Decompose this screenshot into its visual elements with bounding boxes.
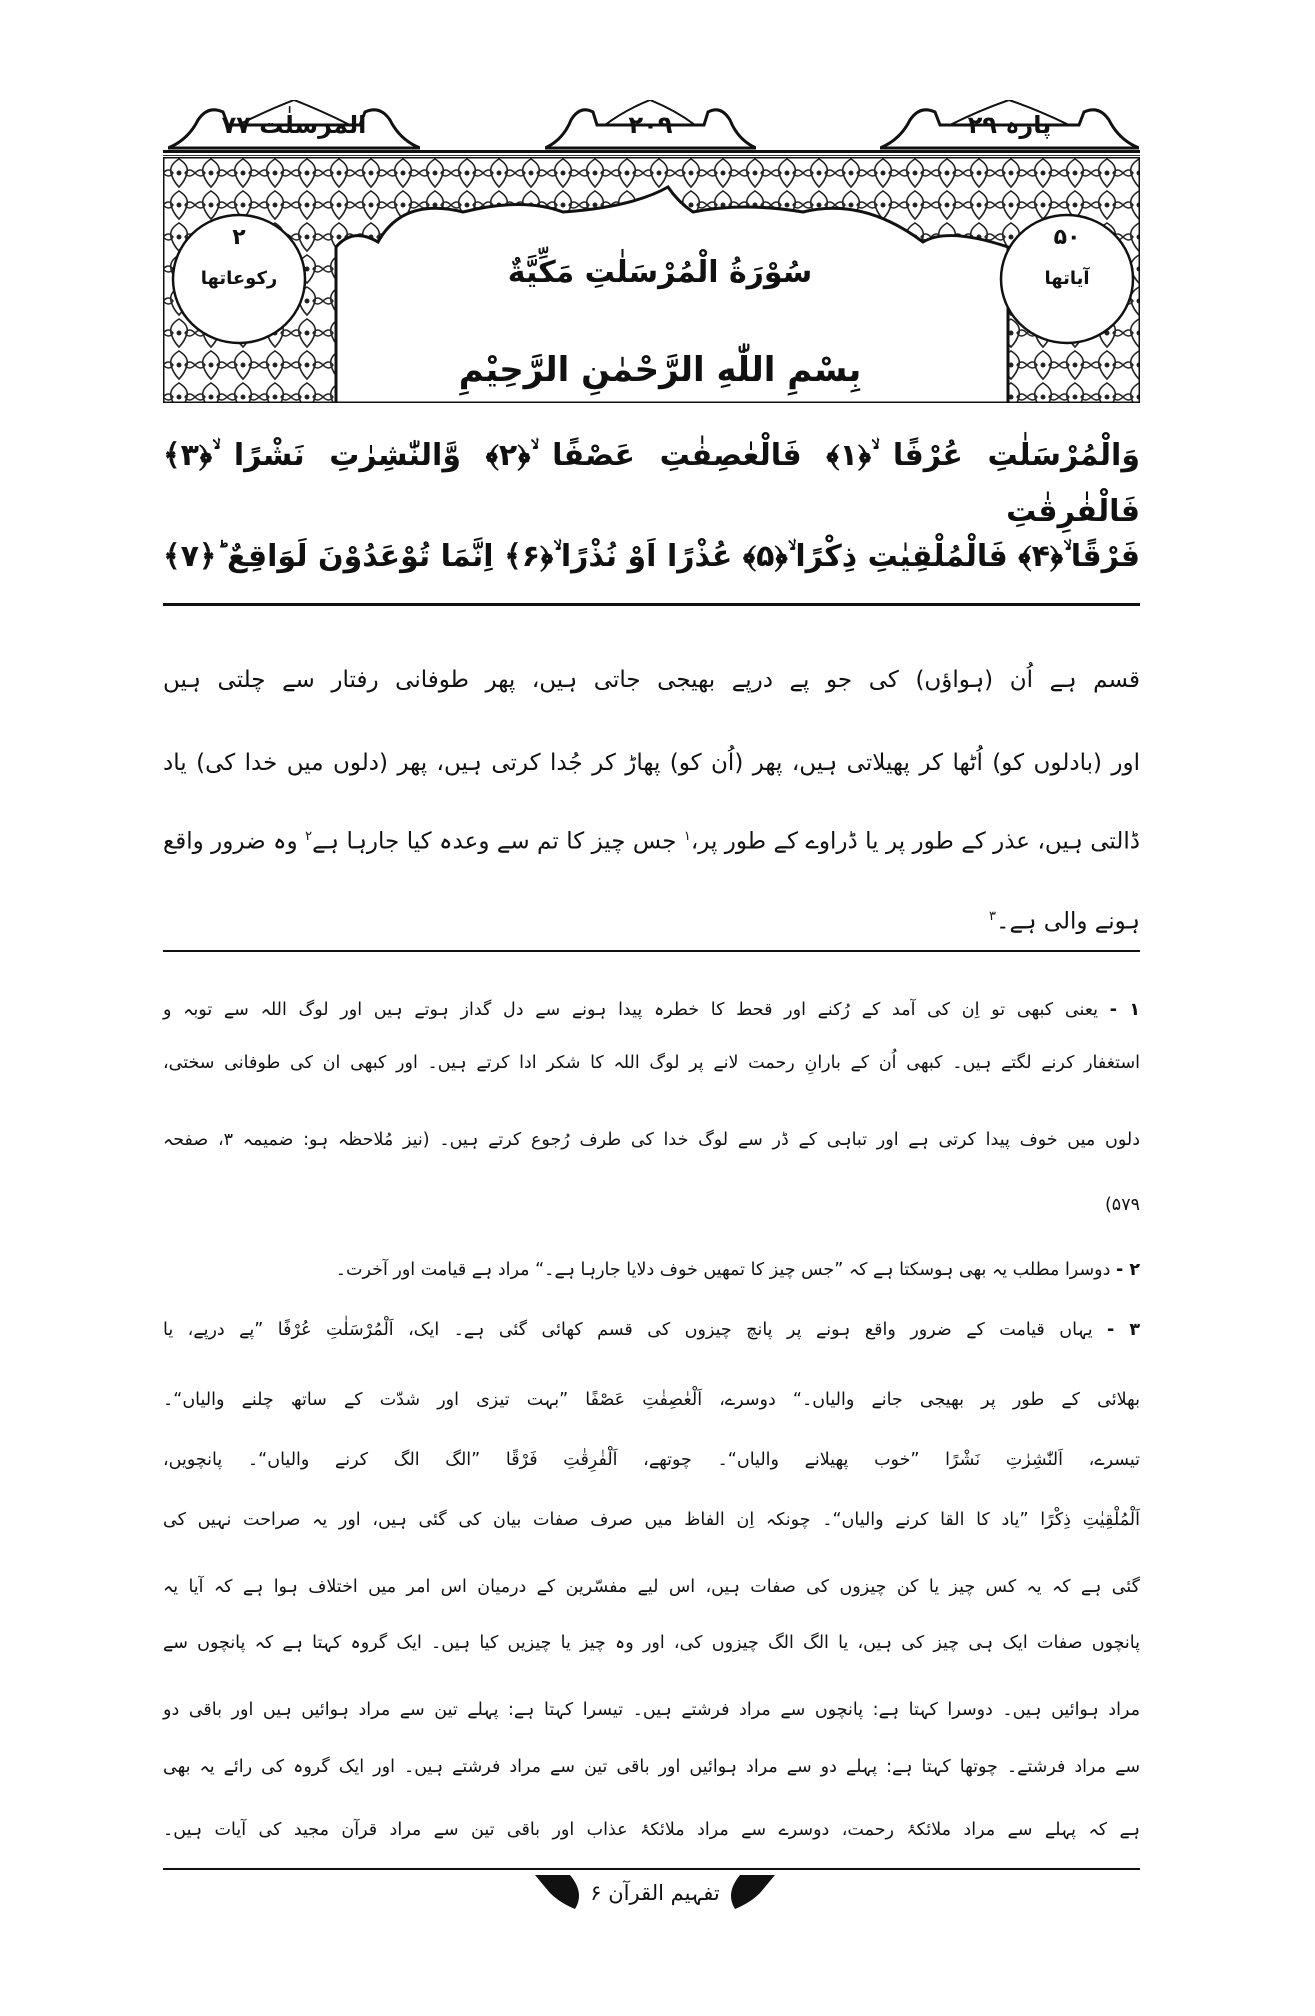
bismillah: بِسْمِ اللّٰهِ الرَّحْمٰنِ الرَّحِيْمِ (458, 350, 862, 390)
footnote-line: ہے کہ پہلے سے مراد ملائکۂ رحمت، دوسرے سے مراد ملائکۂ عذاب اور باقی تین سے مراد قرآن مجید کی آیات ہیں۔ (163, 1820, 1140, 1840)
footnote-marker[interactable]: ۱ (683, 829, 691, 844)
footnote-text: یہاں قیامت کے ضرور واقع ہونے پر پانچ چیزوں کی قسم کھائی گئی ہے۔ ایک، اَلْمُرْسَلٰتِ عُرْفًا ”پے درپے، یا (163, 1320, 1093, 1340)
ayat-count: ۵۰ (1053, 225, 1081, 250)
footnote-marker[interactable]: ۳ (989, 909, 997, 924)
footnote-line: استغفار کرنے لگتے ہیں۔ کبھی اُن کے بارانِ رحمت لانے پر لوگ اللہ کا شکر ادا کرتے ہیں۔ اور کبھی ان کی طوفانی سختی، (163, 1053, 1140, 1073)
footnote-line: سے مراد فرشتے۔ چوتھا کہتا ہے: پہلے دو سے مراد ہوائیں اور باقی تین سے مراد فرشتے ہیں۔ اور ایک گروہ کی رائے یہ بھی (163, 1757, 1140, 1777)
footnote-line: بھلائی کے طور پر بھیجی جانے والیاں۔“ دوسرے، اَلْعٰصِفٰتِ عَصْفًا ”بہت تیزی اور شدّت کے ساتھ چلنے والیاں“۔ (163, 1390, 1140, 1410)
page-number: ۲۰۹ (628, 111, 673, 139)
translation-text: جس چیز کا تم سے وعدہ کیا جارہا ہے (312, 828, 684, 855)
translation-rule (163, 950, 1140, 952)
translation-text: ہونے والی ہے۔ (996, 908, 1140, 935)
footer-cartouche (530, 1873, 780, 1913)
translation-line (163, 894, 1140, 945)
footnote-text: یعنی کبھی تو اِن کی آمد کے رُکنے اور قحط کا خطرہ پیدا ہونے سے دل گداز ہوتے ہیں اور لوگ اللہ سے توبہ و (163, 1000, 1099, 1020)
verses-rule (163, 603, 1140, 606)
footnote-line: تیسرے، اَلنّٰشِرٰتِ نَشْرًا ”خوب پھیلانے والیاں“۔ چوتھے، اَلْفٰرِقٰتِ فَرْقًا ”الگ الگ کرنے والیاں“۔ پانچویں، (163, 1450, 1140, 1470)
header-rule-thin (163, 155, 1140, 156)
header-rule (163, 150, 1140, 153)
footnote-number: ۲ - (1115, 1260, 1140, 1280)
footnote-line: ۵۷۹) (1104, 1195, 1140, 1215)
footnote-line (163, 990, 1140, 1030)
translation-text: ڈالتی ہیں، عذر کے طور پر یا ڈراوے کے طور پر، (690, 828, 1141, 855)
translation-line: اور (بادلوں کو) اُٹھا کر پھیلاتی ہیں، پھر (اُن کو) پھاڑ کر جُدا کرتی ہیں، پھر (دلوں میں خدا کی) یاد (163, 750, 1140, 776)
footer-rule (163, 1868, 1140, 1870)
footnote-line: اَلْمُلْقِيٰتِ ذِكْرًا ”یاد کا القا کرنے والیاں“۔ چونکہ اِن الفاظ میں صرف صفات بیان کی گئی ہیں، اور یہ صراحت نہیں کی (163, 1510, 1140, 1530)
para-number: پارہ ۲۹ (967, 111, 1052, 139)
footnote-number: ۳ - (1107, 1320, 1140, 1340)
footnote-text: دوسرا مطلب یہ بھی ہوسکتا ہے کہ ”جس چیز کا تمھیں خوف دلایا جارہا ہے۔“ مراد ہے قیامت اور آخرت۔ (335, 1260, 1111, 1280)
translation-line (163, 814, 1140, 865)
ruku-label: رکوعاتها (200, 268, 278, 289)
footnote-line: پانچوں صفات ایک ہی چیز کی ہیں، یا الگ الگ چیزوں کی، اور وہ چیز یا چیزیں کیا ہیں۔ ایک گروہ کہتا ہے کہ پانچوں سے (163, 1633, 1140, 1653)
footnote-marker[interactable]: ۲ (305, 829, 313, 844)
footnote-line: دلوں میں خوف پیدا کرتی ہے اور تباہی کے ڈر سے لوگ خدا کی طرف رُجوع کرتے ہیں۔ (نیز مُلاحظہ ہو: ضمیمہ ۳، صفحہ (163, 1130, 1140, 1150)
footnote-line: مراد ہوائیں ہیں۔ دوسرا کہتا ہے: پانچوں سے مراد فرشتے ہیں۔ تیسرا کہتا ہے: پہلے تین سے مراد ہوائیں ہیں اور باقی دو (163, 1700, 1140, 1720)
ayat-medallion (1008, 225, 1126, 289)
surah-title: سُوْرَةُ الْمُرْسَلٰتِ مَكِّيَّةٌ (507, 255, 813, 290)
ayat-label: آیاتها (1044, 268, 1090, 289)
translation-text: وہ ضرور واقع (163, 828, 306, 855)
verse-line: فَرْقًا ۙ﴿۴﴾ فَالْمُلْقِيٰتِ ذِكْرًا ۙ﴿۵﴾ عُذْرًا اَوْ نُذْرًا ۙ﴿۶﴾ اِنَّمَا تُوْعَدُوْنَ لَوَاقِعٌ ؕ﴿۷﴾ (163, 539, 1140, 574)
header-surah-ref (168, 100, 420, 150)
ruku-count: ۲ (232, 225, 246, 250)
footnote-number: ۱ - (1109, 1000, 1140, 1020)
header-para (880, 100, 1139, 150)
ruku-medallion (180, 225, 298, 289)
footnote-line: گئی ہے کہ یہ کس چیز یا کن چیزوں کی صفات ہیں، اس لیے مفسّرین کے درمیان اس امر میں اختلاف ہوا ہے کہ آیا یہ (163, 1577, 1140, 1597)
translation-line: قسم ہے اُن (ہواؤں) کی جو پے درپے بھیجی جاتی ہیں، پھر طوفانی رفتار سے چلتی ہیں (163, 667, 1140, 693)
book-title: تفہیم القرآن ۶ (590, 1881, 720, 1905)
footnote-line (163, 1310, 1140, 1350)
verse-line: وَالْمُرْسَلٰتِ عُرْفًا ۙ﴿۱﴾ فَالْعٰصِفٰتِ عَصْفًا ۙ﴿۲﴾ وَّالنّٰشِرٰتِ نَشْرًا ۙ﴿۳﴾ فَالْفٰرِقٰتِ (163, 438, 1140, 529)
header-page-number (545, 100, 756, 150)
surah-reference: المرسلٰت ۷۷ (221, 111, 367, 139)
footnote-line (163, 1250, 1140, 1290)
